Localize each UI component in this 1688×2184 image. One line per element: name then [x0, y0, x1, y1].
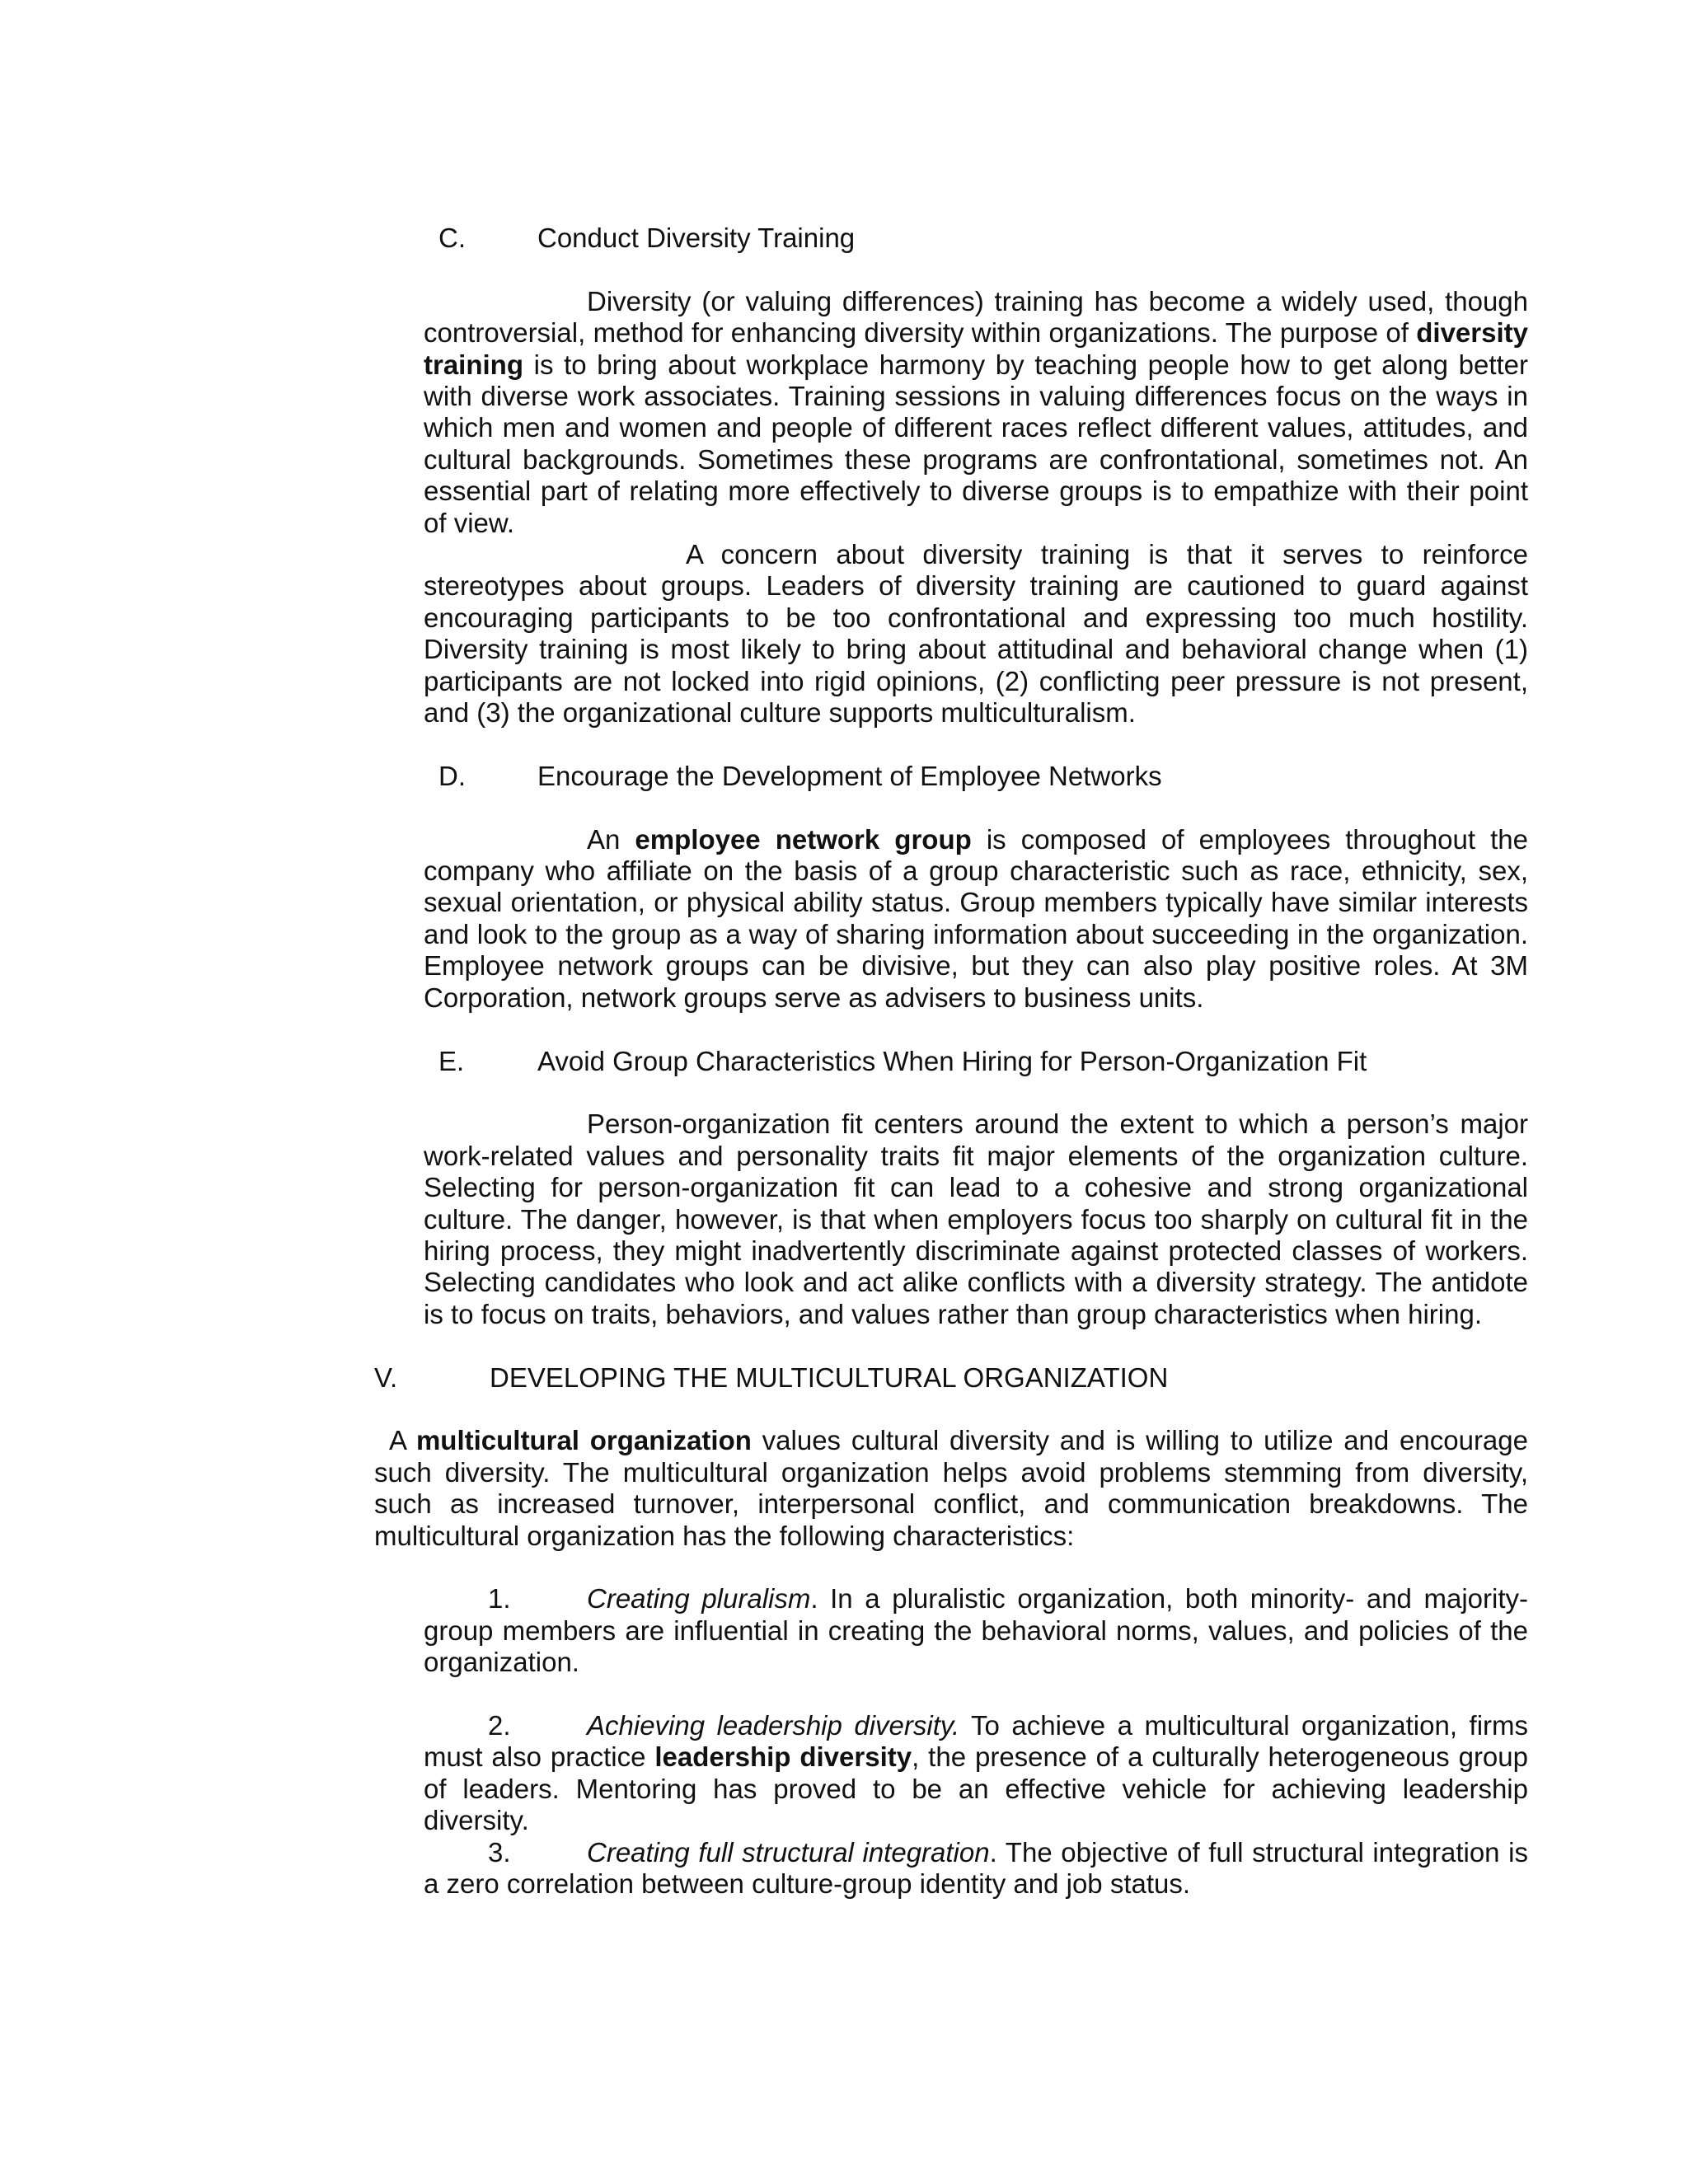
section-v-paragraph-1: A multicultural organization values cultural diversity and is willing to utilize and encourage such diversity. The multicultural organization helps avoid problems stemming from diversity, such as increased turnover, interpersonal conflict, and communication breakdowns. The multicultural organization has the following characteristics: [374, 1425, 1528, 1551]
section-c-label: C. [438, 223, 466, 253]
document-body [374, 223, 1528, 1900]
section-c-paragraph-1: Diversity (or valuing differences) training has become a widely used, though controversial, method for enhancing diversity within organizations. The purpose of diversity training is to bring about workplace harmony by teaching people how to get along better with diverse work associates. Training sessions in valuing differences focus on the ways in which men and women and people of different races reflect different values, attitudes, and cultural backgrounds. Sometimes these programs are confrontational, sometimes not. An essential part of relating more effectively to diverse groups is to empathize with their point of view. [424, 285, 1528, 538]
section-d-label: D. [438, 760, 466, 791]
section-d-heading [374, 761, 1528, 792]
section-v-heading [374, 1362, 1528, 1394]
section-v-label: V. [374, 1361, 398, 1393]
list-item-1-term: Creating pluralism [587, 1583, 811, 1615]
section-e-label: E. [438, 1045, 465, 1076]
section-c-heading [374, 223, 1528, 254]
list-item-1-number: 1. [488, 1583, 511, 1615]
section-e-title: Avoid Group Characteristics When Hiring for Person-Organization Fit [537, 1045, 1367, 1076]
list-item-2-term: Achieving leadership diversity. [587, 1709, 960, 1741]
section-d-paragraph-1: An employee network group is composed of employees throughout the company who affiliate on the basis of a group characteristic such as race, ethnicity, sex, sexual orientation, or physical ability status. Group members typically have similar interests and look to the group as a way of sharing information about succeeding in the organization. Employee network groups can be divisive, but they can also play positive roles. At 3M Corporation, network groups serve as advisers to business units. [424, 823, 1528, 1013]
list-item-3-term: Creating full structural integration [587, 1836, 990, 1868]
section-c-title: Conduct Diversity Training [537, 223, 856, 253]
term-employee-network-group: employee network group [635, 823, 972, 855]
section-d-title: Encourage the Development of Employee Networks [537, 760, 1162, 791]
list-item-3-number: 3. [488, 1836, 511, 1868]
list-item-2: 2. Achieving leadership diversity. To achieve a multicultural organization, firms must also practice leadership diversity, the presence of a culturally heterogeneous group of leaders. Mentoring has proved to be an effective vehicle for achieving leadership diversity. [424, 1709, 1528, 1836]
term-diversity-training: diversity training [424, 317, 1528, 380]
section-e-paragraph-1: Person-organization fit centers around the extent to which a person’s major work-related values and personality traits fit major elements of the organization culture. Selecting for person-organization fit can lead to a cohesive and strong organizational culture. The danger, however, is that when employers focus too sharply on cultural fit in the hiring process, they might inadvertently discriminate against protected classes of workers. Selecting candidates who look and act alike conflicts with a diversity strategy. The antidote is to focus on traits, behaviors, and values rather than group characteristics when hiring. [424, 1108, 1528, 1329]
term-leadership-diversity: leadership diversity [654, 1741, 912, 1773]
list-item-1: 1. Creating pluralism. In a pluralistic organization, both minority- and majority-group members are influential in creating the behavioral norms, values, and policies of the organization. [424, 1583, 1528, 1678]
list-item-3: 3. Creating full structural integration. The objective of full structural integration is a zero correlation between culture-group identity and job status. [424, 1836, 1528, 1899]
section-v-title: DEVELOPING THE MULTICULTURAL ORGANIZATION [490, 1361, 1169, 1393]
section-c-paragraph-2: A concern about diversity training is that it serves to reinforce stereotypes about groups. Leaders of diversity training are cautioned to guard against encouraging participants to be too confrontational and expressing too much hostility. Diversity training is most likely to bring about attitudinal and behavioral change when (1) participants are not locked into rigid opinions, (2) conflicting peer pressure is not present, and (3) the organizational culture supports multiculturalism. [424, 539, 1528, 729]
term-multicultural-organization: multicultural organization [415, 1425, 752, 1456]
section-e-heading [374, 1046, 1528, 1077]
list-item-2-number: 2. [488, 1709, 511, 1741]
